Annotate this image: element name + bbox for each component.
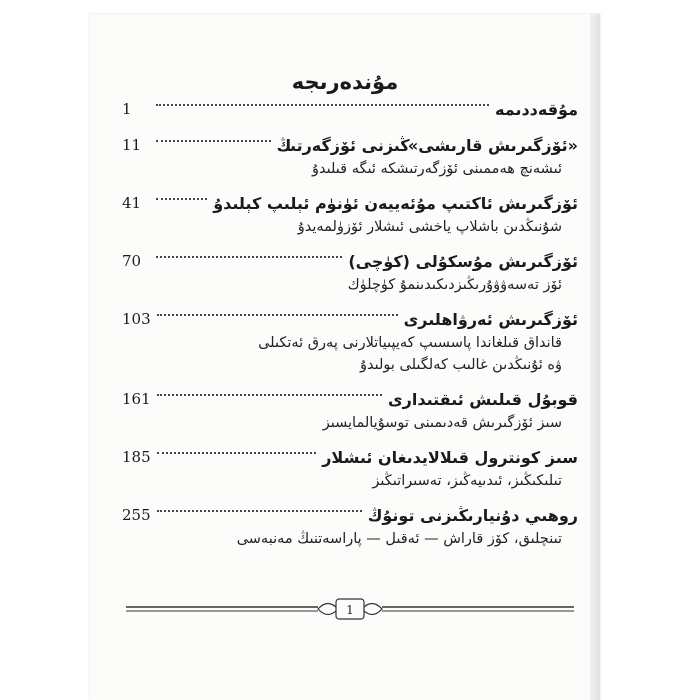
toc-subtitle: ئۆز تەسەۋۋۇرىڭىزدىكىدىنمۇ كۈچلۈك (347, 277, 562, 293)
dot-leader (157, 510, 362, 512)
dot-leader (156, 104, 489, 106)
toc-subtitle: تىلىكىڭىز، ئىدىيەڭىز، تەسىراتىڭىز (372, 473, 562, 489)
dot-leader (156, 140, 271, 142)
dot-leader (157, 394, 382, 396)
table-of-contents (122, 96, 578, 550)
page-title: مۇندەرىجە (291, 70, 399, 94)
toc-subtitle: شۇنىڭدىن باشلاپ ياخشى ئىشلار ئۆزۈلمەيدۇ (297, 219, 562, 235)
dot-leader (157, 314, 398, 316)
toc-heading-text: قوبۇل قىلىش ئىقتىدارى (388, 389, 578, 409)
toc-page-number: 185 (122, 448, 151, 466)
toc-entry (122, 96, 578, 122)
dot-leader (156, 198, 207, 200)
toc-subtitle: ئىشەنچ ھەممىنى ئۆزگەرتىشكە ئىگە قىلىدۇ (312, 161, 562, 177)
dot-leader (156, 256, 342, 258)
toc-subtitle: سىز ئۆزگىرىش قەدىمىنى توسۇيالمايسىز (322, 415, 562, 431)
toc-subtitle: قانداق قىلغاندا پاسسىپ كەيپىياتلارنى پەرق ئەتكىلى (258, 335, 562, 351)
toc-entry (122, 190, 578, 238)
toc-heading (122, 190, 578, 216)
toc-heading-text: ئۆزگىرىش ئاكتىپ مۇئەييەن ئۈنۈم ئېلىپ كېلىدۇ (213, 193, 578, 213)
toc-heading-text: «ئۆزگىرىش قارىشى»ڭىزنى ئۆزگەرتىڭ (276, 135, 578, 155)
page-edge (590, 14, 600, 700)
toc-heading (122, 502, 578, 528)
toc-heading (122, 386, 578, 412)
toc-heading (122, 444, 578, 470)
toc-page-number: 11 (122, 136, 142, 154)
toc-subtitle: ۋە ئۇنىڭدىن غالىب كەلگىلى بولىدۇ (360, 357, 562, 373)
toc-heading-text: روھىي دۇنيارىڭىزنى تونۇڭ (367, 505, 578, 525)
toc-heading-text: مۇقەددىمە (495, 99, 578, 119)
toc-subtitle: تىنچلىق، كۆز قاراش — ئەقىل — پاراسەتنىڭ مەنبەسى (236, 531, 562, 547)
toc-heading (122, 132, 578, 158)
toc-entry (122, 132, 578, 180)
toc-page-number: 103 (122, 310, 151, 328)
toc-heading-text: ئۆزگىرىش مۇسكۇلى (كۈچى) (348, 251, 578, 271)
toc-page-number: 161 (122, 390, 151, 408)
toc-entry (122, 248, 578, 296)
toc-heading-text: سىز كونترول قىلالايدىغان ئىشلار (322, 447, 578, 467)
footer-ornament (122, 598, 578, 624)
toc-heading (122, 248, 578, 274)
toc-heading-text: ئۆزگىرىش ئەرۋاھلىرى (403, 309, 578, 329)
toc-heading (122, 306, 578, 332)
toc-entry (122, 444, 578, 492)
toc-entry (122, 306, 578, 376)
toc-heading (122, 96, 578, 122)
toc-page-number: 1 (122, 100, 132, 118)
toc-page-number: 70 (122, 252, 142, 270)
dot-leader (157, 452, 317, 454)
toc-entry (122, 502, 578, 550)
toc-page-number: 41 (122, 194, 142, 212)
toc-page-number: 255 (122, 506, 151, 524)
folio-number: 1 (346, 603, 354, 617)
toc-entry (122, 386, 578, 434)
